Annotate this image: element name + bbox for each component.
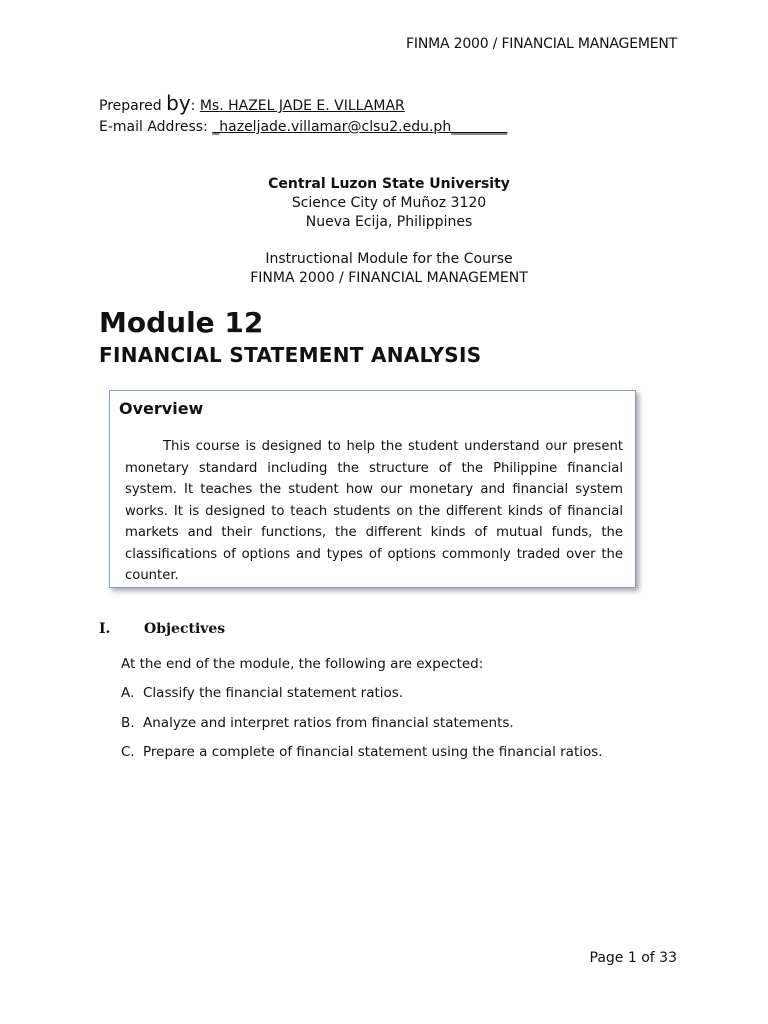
page-number: Page 1 of 33 xyxy=(589,950,677,966)
module-title: Module 12 xyxy=(99,306,264,339)
list-item xyxy=(121,685,603,715)
prepared-by-line xyxy=(99,91,405,115)
list-item-letter: B. xyxy=(121,714,135,731)
list-item-text: Classify the financial statement ratios. xyxy=(143,685,404,701)
prepared-label: Prepared xyxy=(99,98,167,114)
email-line xyxy=(99,119,507,135)
author-name: Ms. HAZEL JADE E. VILLAMAR xyxy=(199,98,405,114)
prepared-by-word: by xyxy=(166,91,191,115)
list-item-letter: A. xyxy=(121,685,135,701)
objectives-heading xyxy=(99,621,225,637)
list-item xyxy=(121,715,603,745)
course-name: FINMA 2000 / FINANCIAL MANAGEMENT xyxy=(250,270,528,286)
module-subtitle: FINANCIAL STATEMENT ANALYSIS xyxy=(99,343,482,367)
university-address-line2: Nueva Ecija, Philippines xyxy=(305,214,473,230)
objectives-title: Objectives xyxy=(144,621,226,637)
prepared-colon: : xyxy=(190,98,200,114)
list-item-text: Prepare a complete of financial statement using the financial ratios. xyxy=(143,744,603,760)
institution-block xyxy=(99,175,679,288)
list-item-letter: C. xyxy=(121,744,135,760)
running-header: FINMA 2000 / FINANCIAL MANAGEMENT xyxy=(406,36,677,52)
list-item xyxy=(121,744,603,774)
university-address-line1: Science City of Muñoz 3120 xyxy=(291,195,487,211)
objectives-list xyxy=(121,685,603,774)
objectives-number: I. xyxy=(99,621,111,637)
overview-box xyxy=(109,390,636,588)
overview-text: This course is designed to help the student understand our present monetary standard including the structure of the Philippine financial system. It teaches the student how our monetary and financial system works. It is designed to teach students on the different kinds of financial markets and their functions, the different kinds of mutual funds, the classifications of options and types of options commonly traded over the counter. xyxy=(125,439,623,583)
email-address: _hazeljade.villamar@clsu2.edu.ph________ xyxy=(212,119,508,135)
list-item-text: Analyze and interpret ratios from financial statements. xyxy=(143,714,514,731)
email-label: E-mail Address: xyxy=(99,119,213,135)
university-name: Central Luzon State University xyxy=(268,176,510,192)
objectives-intro: At the end of the module, the following are expected: xyxy=(121,656,484,672)
overview-heading: Overview xyxy=(119,399,204,418)
module-for-label: Instructional Module for the Course xyxy=(265,251,513,267)
